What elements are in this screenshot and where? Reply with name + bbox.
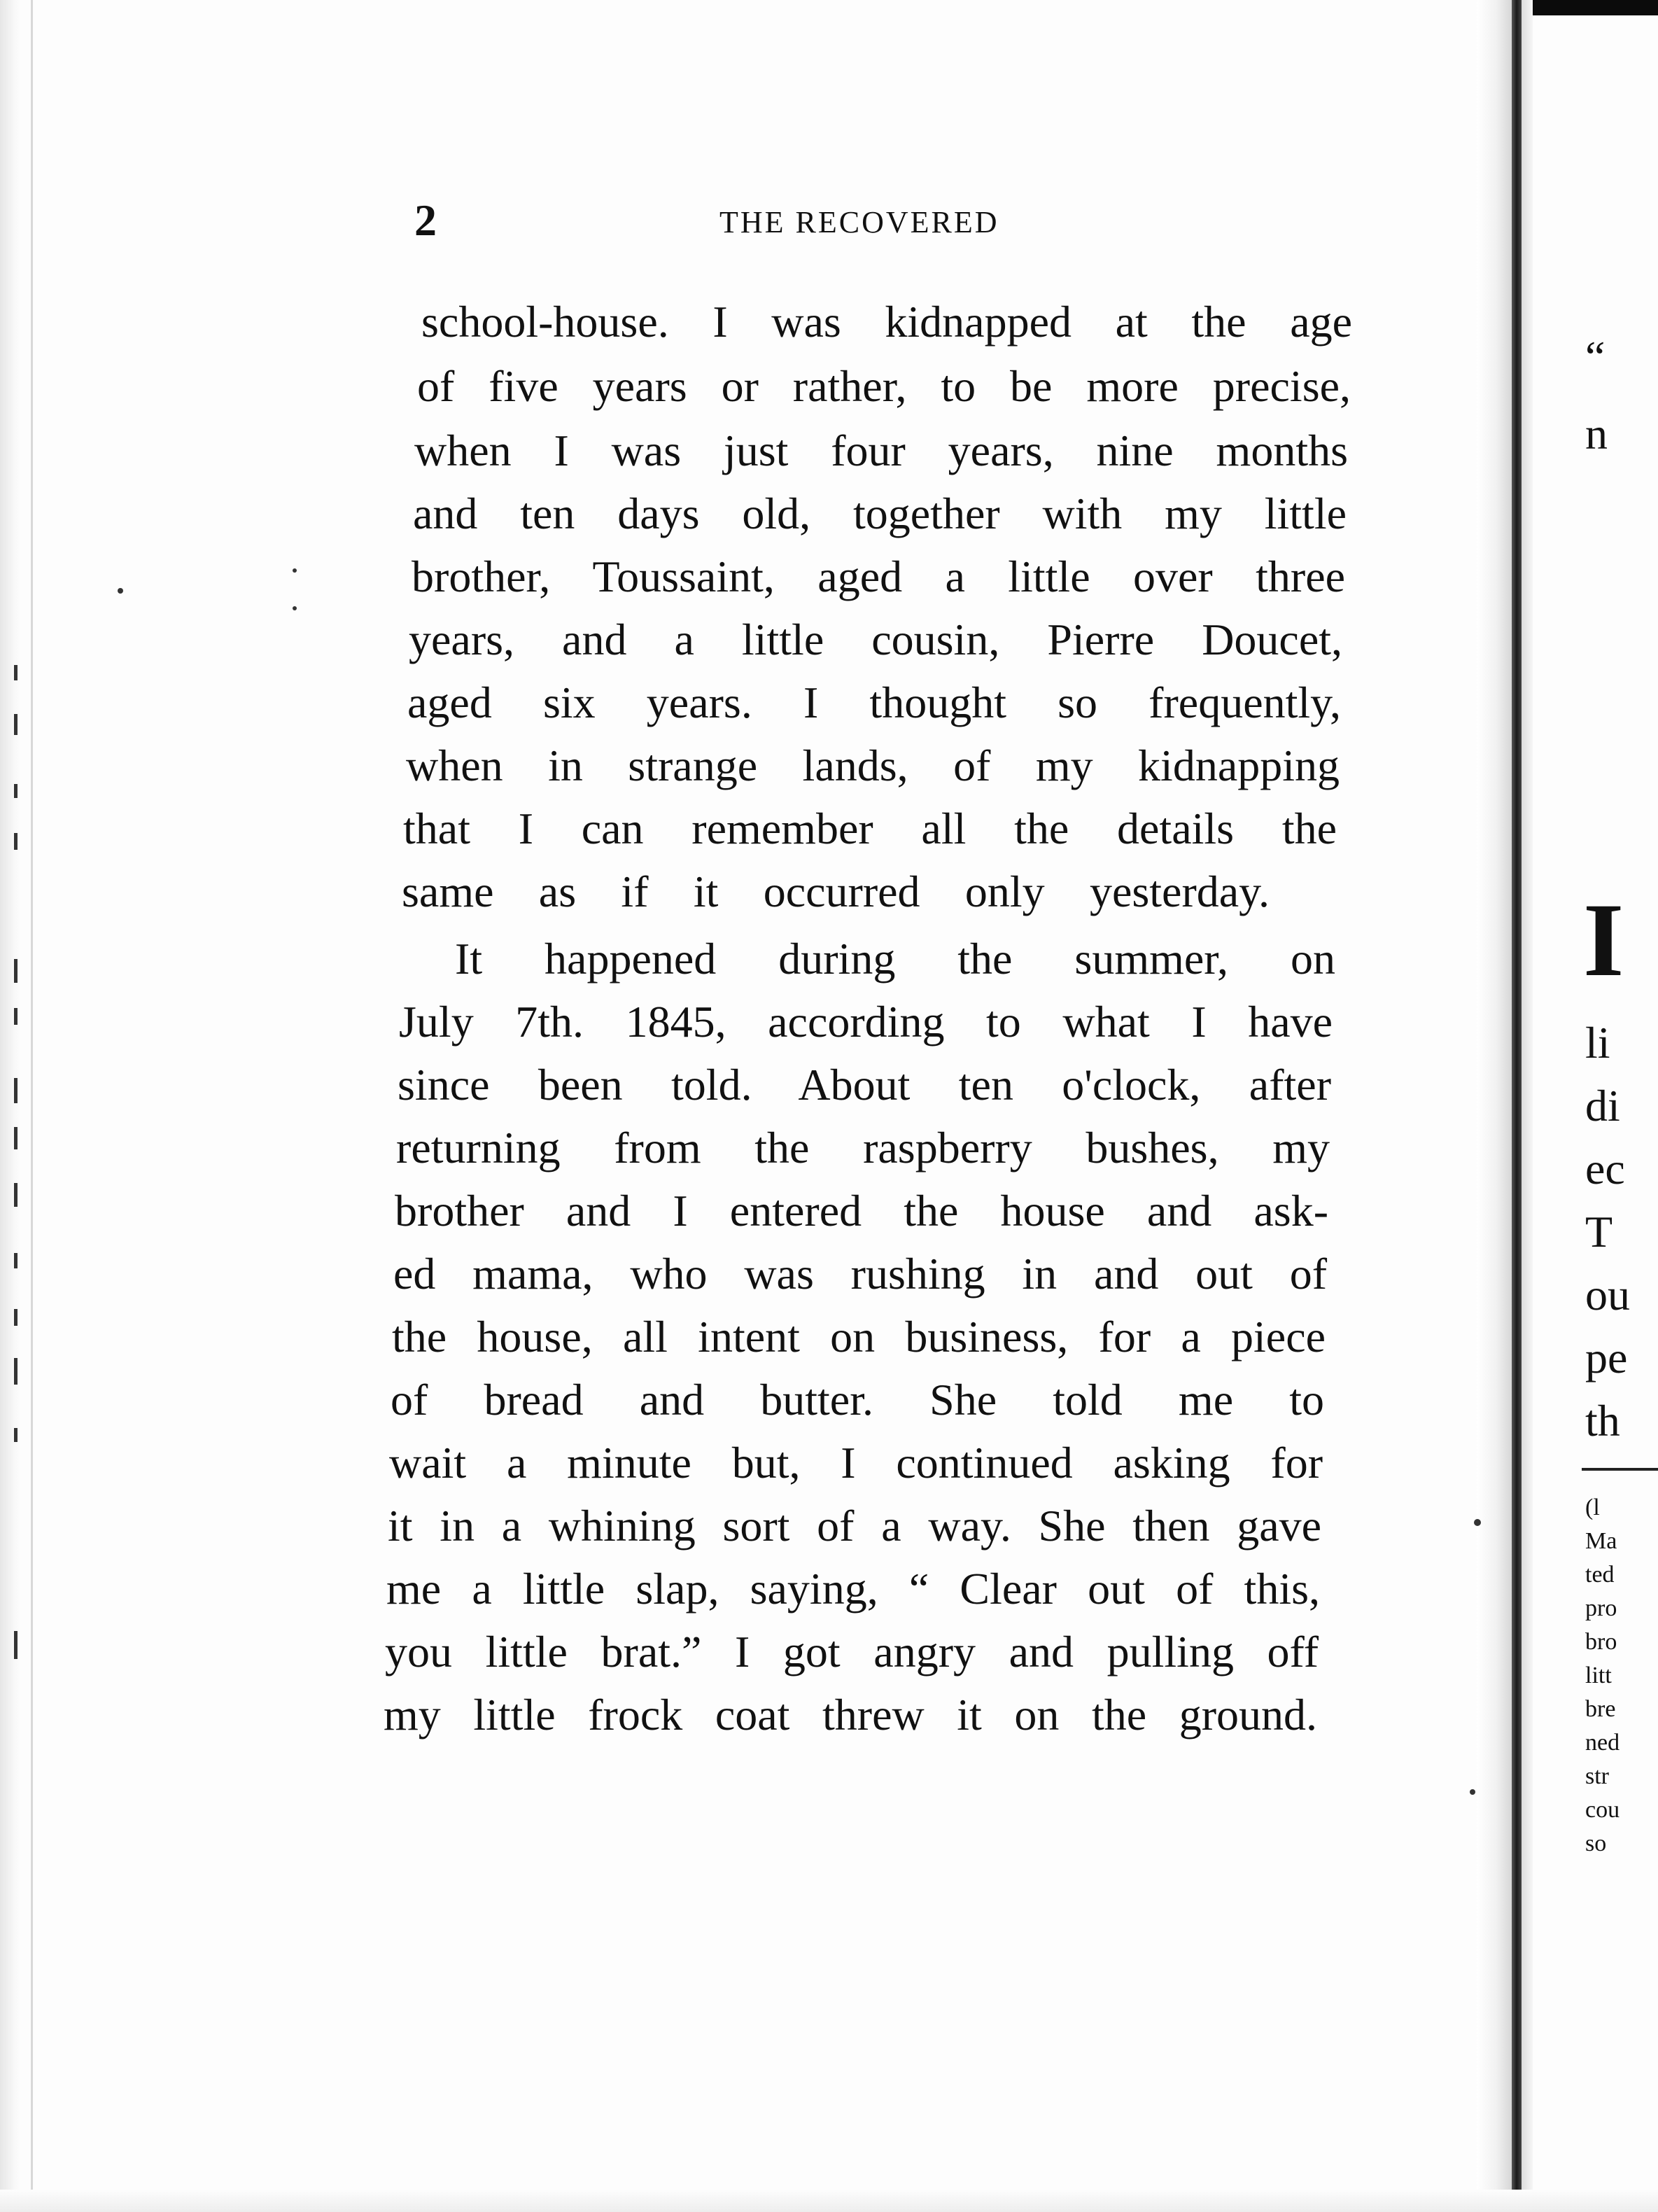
edge-mark: [14, 1183, 17, 1207]
left-page-edge: [0, 0, 21, 2212]
ink-speck: [1470, 1789, 1475, 1795]
edge-mark: [14, 1358, 17, 1385]
gutter-shadow: [1477, 0, 1533, 2212]
left-page-edge-line: [31, 0, 33, 2212]
facing-page-fragment: th: [1585, 1396, 1620, 1446]
footnote-fragment: ted: [1585, 1562, 1615, 1588]
edge-mark: [14, 959, 17, 983]
text-line: years, and a little cousin, Pierre Doucet,: [409, 615, 1342, 664]
footnote-fragment: ned: [1585, 1730, 1620, 1756]
page-number: 2: [414, 195, 437, 245]
edge-mark: [14, 1309, 17, 1326]
facing-page-fragment: ou: [1585, 1270, 1630, 1320]
facing-page-drop-cap: I: [1583, 882, 1624, 998]
footnote-fragment: litt: [1585, 1662, 1612, 1688]
book-spine: [1512, 0, 1522, 2212]
text-line: same as if it occurred only yesterday.: [402, 867, 1270, 916]
text-line: since been told. About ten o'clock, after: [398, 1060, 1331, 1110]
footnote-fragment: pro: [1585, 1595, 1617, 1621]
edge-mark: [14, 784, 17, 798]
text-line: the house, all intent on business, for a piece: [392, 1312, 1326, 1362]
ink-speck: [293, 568, 297, 573]
footnote-rule: [1582, 1468, 1658, 1471]
text-line: aged six years. I thought so frequently,: [407, 678, 1341, 727]
edge-mark: [14, 1428, 17, 1442]
text-line: brother and I entered the house and ask-: [395, 1186, 1328, 1236]
text-line: it in a whining sort of a way. She then gave: [388, 1501, 1321, 1550]
text-line: and ten days old, together with my little: [413, 489, 1347, 538]
edge-mark: [14, 833, 17, 850]
text-line: when I was just four years, nine months: [414, 426, 1348, 475]
footnote-fragment: so: [1585, 1830, 1607, 1856]
edge-mark: [14, 714, 17, 735]
facing-page-fragment: pe: [1585, 1333, 1628, 1382]
ink-speck: [1474, 1519, 1481, 1526]
text-line: of bread and butter. She told me to: [391, 1375, 1324, 1424]
facing-page-fragment: ec: [1585, 1144, 1625, 1194]
footnote-fragment: str: [1585, 1763, 1609, 1789]
text-line: that I can remember all the details the: [403, 804, 1337, 853]
footnote-fragment: cou: [1585, 1797, 1620, 1823]
text-line: wait a minute but, I continued asking for: [389, 1438, 1323, 1488]
edge-mark: [14, 665, 17, 680]
text-line: you little brat.” I got angry and pulling off: [385, 1627, 1319, 1676]
facing-page-fragment: “: [1585, 332, 1606, 382]
ink-speck: [118, 588, 123, 594]
facing-page-fragment: di: [1585, 1081, 1620, 1130]
ink-speck: [293, 606, 297, 610]
footnote-fragment: bro: [1585, 1629, 1617, 1655]
facing-page-fragment: T: [1585, 1207, 1613, 1256]
bottom-edge: [0, 2190, 1658, 2212]
text-line: me a little slap, saying, “ Clear out of this,: [386, 1564, 1320, 1614]
footnote-fragment: bre: [1585, 1696, 1616, 1722]
text-line: my little frock coat threw it on the ground.: [384, 1690, 1317, 1740]
text-line: brother, Toussaint, aged a little over three: [412, 552, 1345, 601]
facing-page-fragment: n: [1585, 409, 1608, 458]
text-line: when in strange lands, of my kidnapping: [406, 741, 1340, 790]
text-line: ed mama, who was rushing in and out of: [393, 1249, 1327, 1298]
edge-mark: [14, 1127, 17, 1149]
text-line: school-house. I was kidnapped at the age: [421, 297, 1352, 346]
facing-page-fragment: li: [1585, 1018, 1610, 1068]
footnote-fragment: Ma: [1585, 1528, 1617, 1554]
book-page: [371, 189, 1365, 1799]
top-shadow-band: [1526, 0, 1658, 15]
edge-mark: [14, 1253, 17, 1268]
footnote-fragment: (l: [1585, 1494, 1600, 1520]
text-line: July 7th. 1845, according to what I have: [399, 997, 1333, 1046]
edge-mark: [14, 1631, 17, 1659]
text-line: of five years or rather, to be more precise,: [417, 361, 1351, 411]
edge-mark: [14, 1078, 17, 1103]
page-header: [371, 189, 1141, 252]
edge-mark: [14, 1008, 17, 1025]
text-line: returning from the raspberry bushes, my: [396, 1123, 1330, 1172]
text-line: It happened during the summer, on: [455, 934, 1335, 983]
running-head: THE RECOVERED: [719, 205, 999, 239]
